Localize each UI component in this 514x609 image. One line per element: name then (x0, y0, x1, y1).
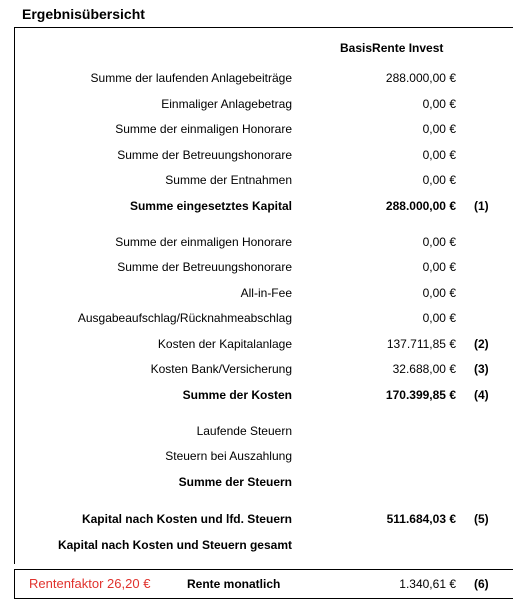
row-value: 0,00 € (422, 260, 456, 274)
row-note: (1) (474, 199, 489, 213)
row-label: Summe der laufenden Anlagebeiträge (90, 71, 292, 85)
row-value: 0,00 € (422, 97, 456, 111)
row-value: 0,00 € (422, 122, 456, 136)
table-row (0, 173, 514, 189)
row-label: Steuern bei Auszahlung (165, 449, 292, 463)
table-row (0, 235, 514, 251)
row-label: Einmaliger Anlagebetrag (161, 97, 292, 111)
row-label: Summe eingesetztes Kapital (129, 199, 292, 213)
table-row (0, 286, 514, 302)
row-value: 511.684,03 € (386, 512, 456, 526)
row-note: (4) (474, 388, 489, 402)
rente-monatlich-label: Rente monatlich (187, 577, 281, 591)
row-value: 0,00 € (422, 148, 456, 162)
row-note: (5) (474, 512, 489, 526)
rente-monatlich-note: (6) (474, 577, 489, 591)
row-value: 0,00 € (422, 235, 456, 249)
row-label: Summe der einmaligen Honorare (115, 235, 292, 249)
row-value: 288.000,00 € (385, 199, 456, 213)
table-row (0, 122, 514, 138)
row-label: Summe der Betreuungshonorare (117, 148, 292, 162)
row-label: Summe der einmaligen Honorare (115, 122, 292, 136)
row-note: (2) (474, 337, 489, 351)
row-label: Ausgabeaufschlag/Rücknahmeabschlag (77, 311, 292, 325)
page-title: Ergebnisübersicht (22, 6, 145, 22)
column-header: BasisRente Invest (340, 41, 444, 55)
row-label: Kosten Bank/Versicherung (150, 362, 292, 376)
row-value: 0,00 € (422, 311, 456, 325)
table-row (0, 449, 514, 465)
row-note: (3) (474, 362, 489, 376)
rentenfaktor-label: Rentenfaktor 26,20 € (29, 576, 151, 591)
table-row (0, 71, 514, 87)
row-label: Summe der Steuern (178, 475, 292, 489)
row-label: Laufende Steuern (196, 424, 292, 438)
row-value: 137.711,85 € (386, 337, 456, 351)
table-row (0, 388, 514, 404)
row-value: 32.688,00 € (392, 362, 456, 376)
row-label: Kapital nach Kosten und Steuern gesamt (57, 538, 292, 552)
row-label: Summe der Betreuungshonorare (117, 260, 292, 274)
table-row (0, 362, 514, 378)
table-row (0, 475, 514, 491)
table-row (0, 311, 514, 327)
table-row (0, 512, 514, 528)
table-row (0, 424, 514, 440)
row-label: Kapital nach Kosten und lfd. Steuern (81, 512, 292, 526)
table-row (0, 260, 514, 276)
table-row (0, 148, 514, 164)
table-row (0, 337, 514, 353)
row-label: All-in-Fee (240, 286, 292, 300)
row-value: 0,00 € (422, 286, 456, 300)
row-label: Summe der Entnahmen (165, 173, 292, 187)
table-row (0, 97, 514, 113)
row-label: Summe der Kosten (182, 388, 292, 402)
row-value: 170.399,85 € (385, 388, 456, 402)
table-row (0, 199, 514, 215)
row-value: 0,00 € (422, 173, 456, 187)
row-label: Kosten der Kapitalanlage (157, 337, 292, 351)
row-value: 288.000,00 € (385, 71, 456, 85)
table-row (0, 538, 514, 554)
rente-monatlich-value: 1.340,61 € (399, 577, 456, 591)
